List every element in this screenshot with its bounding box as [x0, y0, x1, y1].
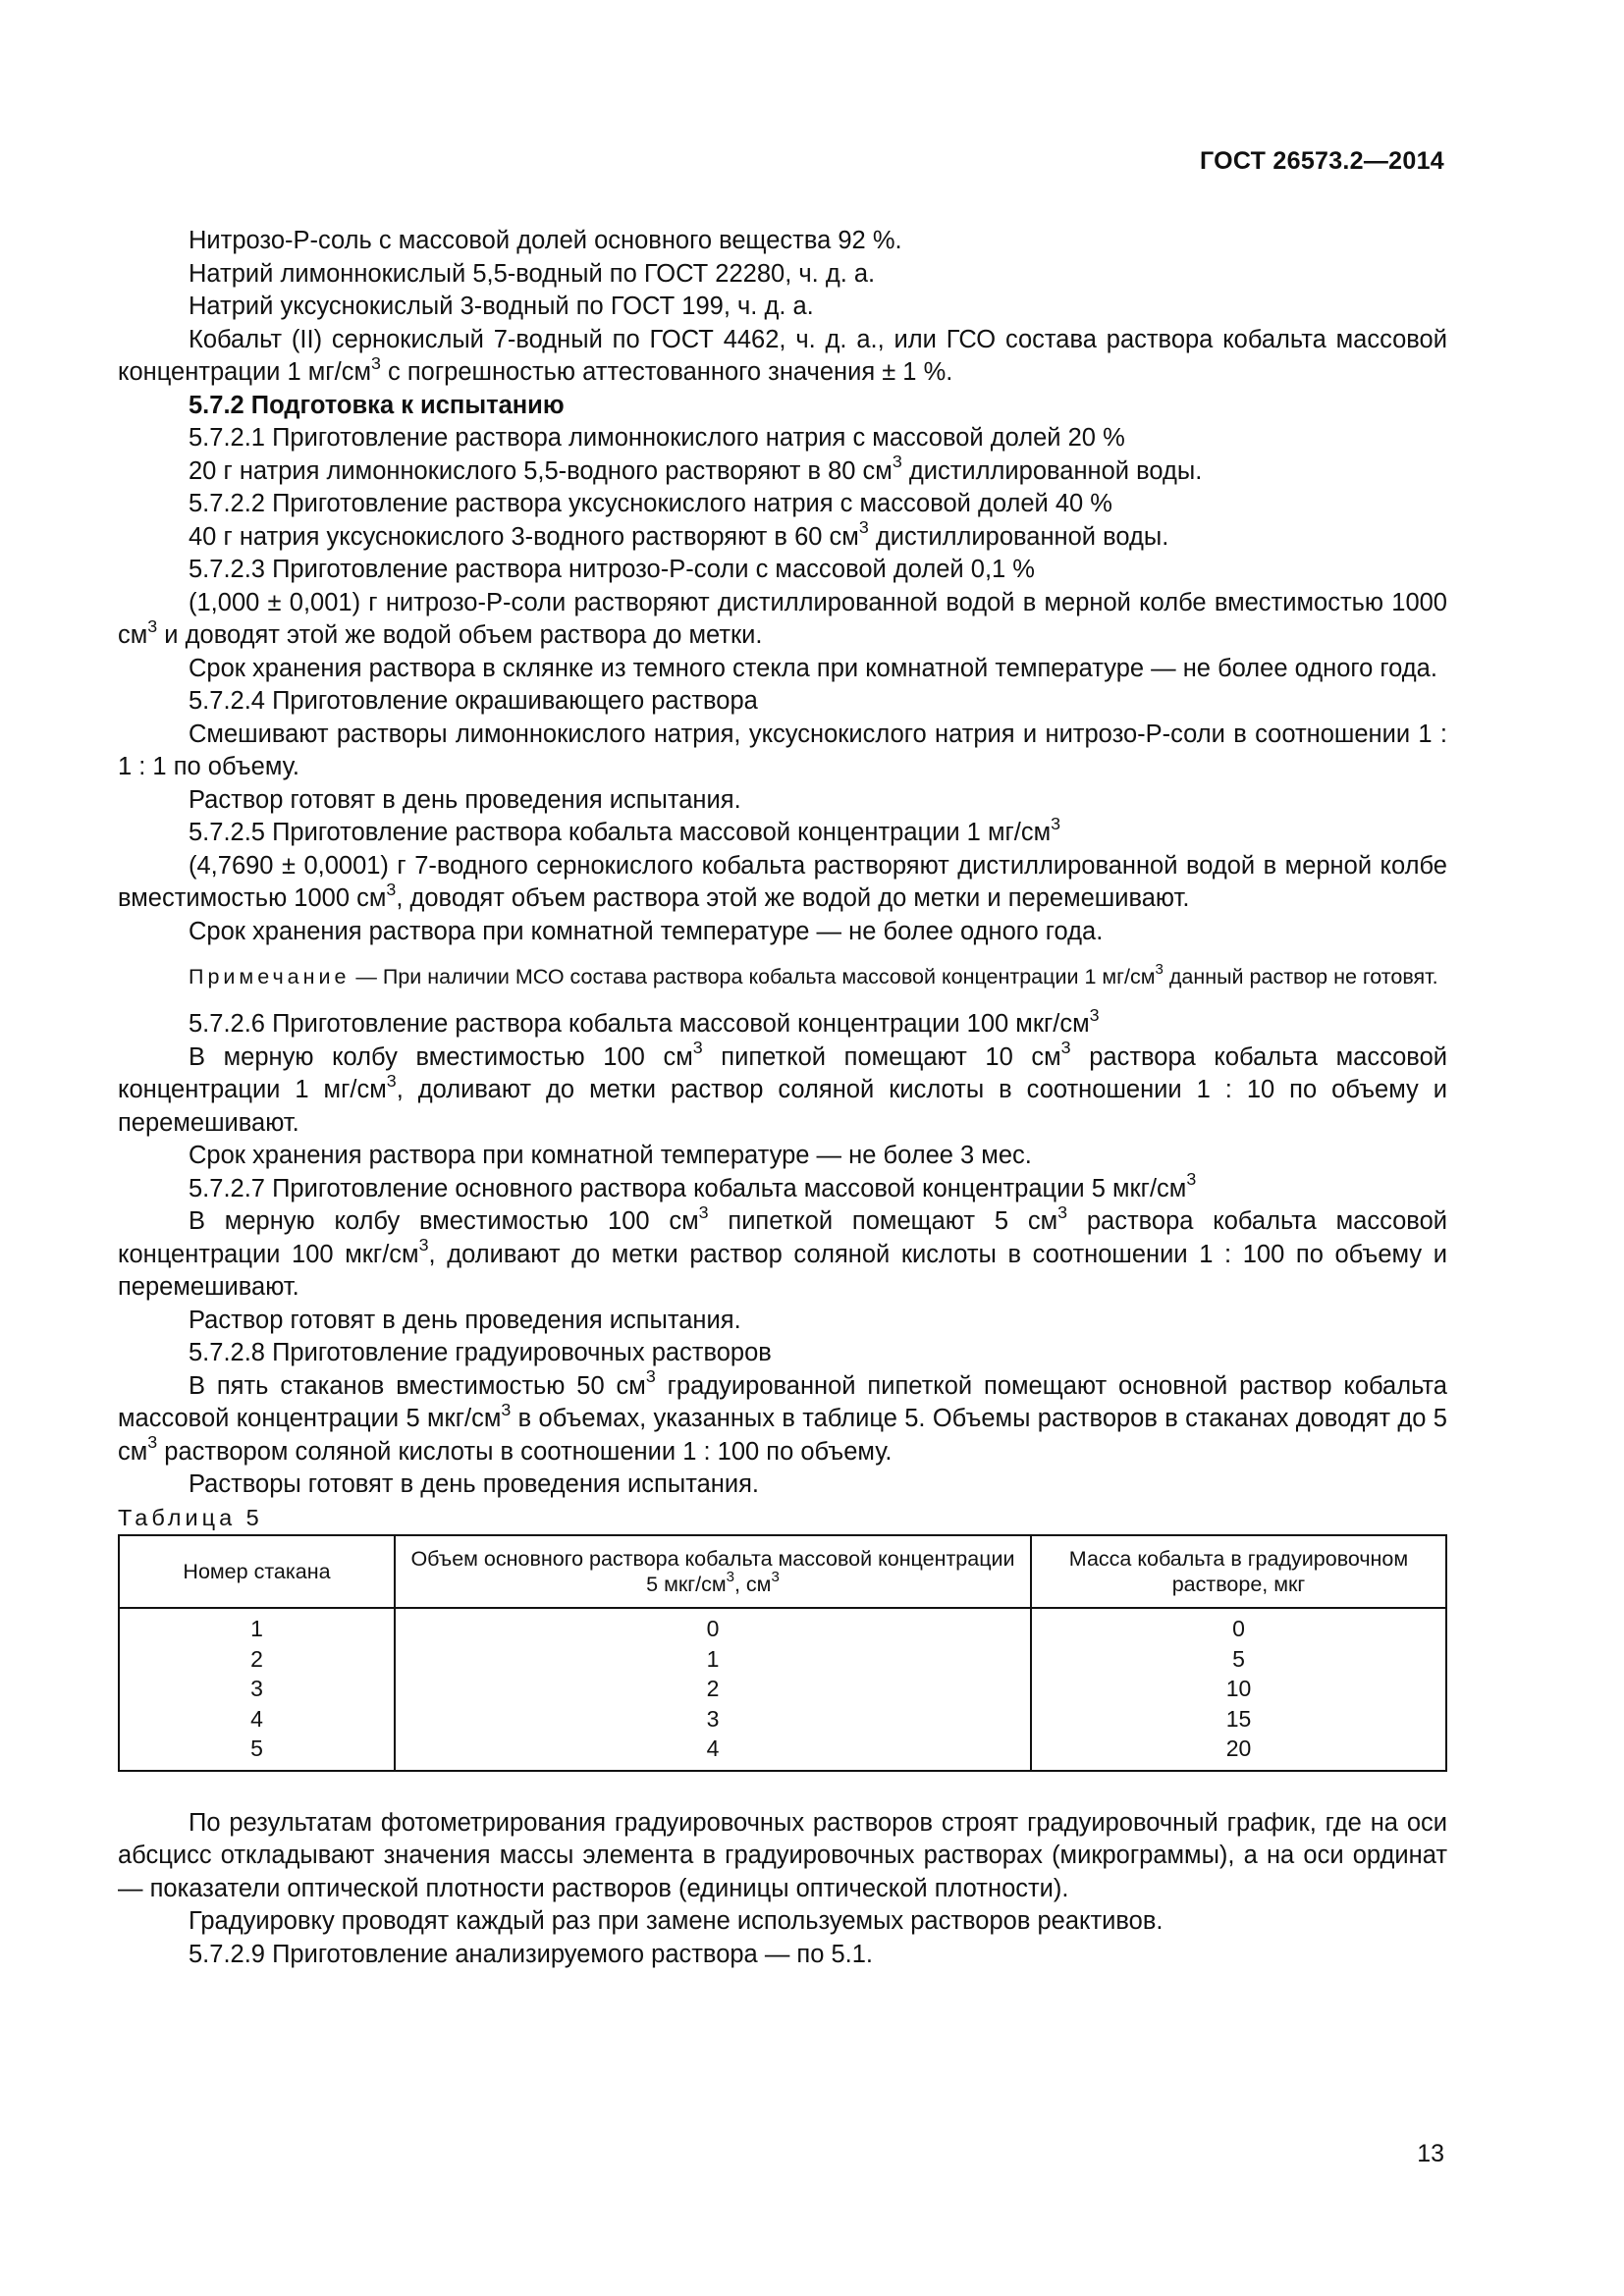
subsection-title: 5.7.2.4 Приготовление окрашивающего раствора — [189, 687, 758, 715]
subsection-title: 5.7.2.8 Приготовление градуировочных растворов — [189, 1339, 772, 1366]
subsection-title: 5.7.2.5 Приготовление раствора кобальта массовой концентрации 1 $мг/см^3$ — [189, 813, 1061, 846]
note-label: Примечание — [189, 965, 351, 988]
table-row — [119, 1734, 1446, 1771]
table-cell: 1 — [395, 1644, 1031, 1675]
calibration-table — [118, 1534, 1447, 1772]
document-body — [118, 225, 1447, 1971]
page-number: 13 — [1417, 2140, 1444, 2167]
paragraph: По результатам фотометрирования градуировочных растворов строят градуировочный график, где на оси абсцисс откладывают значения массы элемента в градуировочных растворах (микрограммы), а на оси ординат — показатели оптической плотности растворов (единицы оптической плотности). — [118, 1808, 1447, 1902]
paragraph: Натрий уксуснокислый 3-водный по ГОСТ 199, ч. д. а. — [189, 293, 814, 320]
paragraph: Натрий лимоннокислый 5,5-водный по ГОСТ 22280, ч. д. а. — [189, 259, 876, 288]
table-row — [119, 1644, 1446, 1675]
table-cell: 4 — [395, 1734, 1031, 1771]
table-header-row — [119, 1535, 1446, 1608]
subsection-title: 5.7.2.3 Приготовление раствора нитрозо-Р-соли с массовой долей 0,1 % — [189, 556, 1035, 583]
subsection-title: 5.7.2.1 Приготовление раствора лимоннокислого натрия с массовой долей 20 % — [189, 424, 1125, 452]
table-cell: 0 — [395, 1608, 1031, 1644]
paragraph: Срок хранения раствора при комнатной температуре — не более 3 мес. — [189, 1142, 1032, 1169]
note: Примечание — При наличии МСО состава раствора кобальта массовой концентрации 1 $мг/см^3$ данный раствор не готовят. — [189, 961, 1438, 988]
table-cell: 2 — [119, 1644, 395, 1675]
table-cell: 3 — [119, 1674, 395, 1704]
section-heading: 5.7.2 Подготовка к испытанию — [189, 391, 565, 419]
table-cell: 15 — [1031, 1704, 1446, 1735]
paragraph: (1,000 ± 0,001) г нитрозо-Р-соли растворяют дистиллированной водой в мерной колбе вместимостью 1000 $см^3$ и доводят этой же водой объем раствора до метки. — [118, 588, 1447, 649]
paragraph: В пять стаканов вместимостью 50 $см^3$ градуированной пипеткой помещают основной раствор кобальта массовой концентрации 5 мкг/$см^3$ в объемах, указанных в таблице 5. Объемы растворов в стаканах доводят до 5 $см^3$ раствором соляной кислоты в соотношении 1 : 100 по объему. — [118, 1366, 1447, 1466]
paragraph: Смешивают растворы лимоннокислого натрия, уксуснокислого натрия и нитрозо-Р-соли в соотношении 1 : 1 : 1 по объему. — [118, 720, 1447, 780]
paragraph: Срок хранения раствора в склянке из темного стекла при комнатной температуре — не более одного года. — [189, 654, 1437, 682]
subsection-title: 5.7.2.2 Приготовление раствора уксуснокислого натрия с массовой долей 40 % — [189, 490, 1112, 517]
paragraph: В мерную колбу вместимостью 100 $см^3$ пипеткой помещают 10 $см^3$ раствора кобальта массовой концентрации 1 $мг/см^3$, доливают до метки раствор соляной кислоты в соотношении 1 : 10 по объему и перемешивают. — [118, 1038, 1447, 1137]
table-cell: 5 — [119, 1734, 395, 1771]
table-cell: 5 — [1031, 1644, 1446, 1675]
table-cell: 10 — [1031, 1674, 1446, 1704]
document-header: ГОСТ 26573.2—2014 — [1199, 147, 1444, 175]
paragraph: Градуировку проводят каждый раз при замене используемых растворов реактивов. — [189, 1907, 1164, 1935]
paragraph: Срок хранения раствора при комнатной температуре — не более одного года. — [189, 917, 1104, 945]
subsection-title: 5.7.2.6 Приготовление раствора кобальта массовой концентрации 100 мкг/$см^3$ — [189, 1004, 1100, 1038]
column-header: Номер стакана — [119, 1535, 395, 1608]
table-row — [119, 1608, 1446, 1644]
table-cell: 20 — [1031, 1734, 1446, 1771]
table-cell: 1 — [119, 1608, 395, 1644]
paragraph: В мерную колбу вместимостью 100 $см^3$ пипеткой помещают 5 $см^3$ раствора кобальта массовой концентрации 100 мкг/$см^3$, доливают до метки раствор соляной кислоты в соотношении 1 : 100 по объему и перемешивают. — [118, 1201, 1447, 1301]
table-cell: 2 — [395, 1674, 1031, 1704]
paragraph: Нитрозо-Р-соль с массовой долей основного вещества 92 %. — [189, 227, 902, 254]
paragraph: 5.7.2.9 Приготовление анализируемого раствора — по 5.1. — [189, 1940, 874, 1968]
paragraph: 40 г натрия уксуснокислого 3-водного растворяют в 60 $см^3$ дистиллированной воды. — [189, 517, 1169, 551]
paragraph: 20 г натрия лимоннокислого 5,5-водного растворяют в 80 $см^3$ дистиллированной воды. — [189, 452, 1203, 485]
table-cell: 4 — [119, 1704, 395, 1735]
table-row — [119, 1674, 1446, 1704]
post-table-text — [118, 1807, 1447, 1972]
paragraph: (4,7690 ± 0,0001) г 7-водного сернокислого кобальта растворяют дистиллированной водой в мерной колбе вместимостью 1000 $см^3$, доводят объем раствора этой же водой до метки и перемешивают. — [118, 851, 1447, 912]
paragraph: Растворы готовят в день проведения испытания. — [189, 1470, 759, 1498]
column-header: Объем основного раствора кобальта массовой концентрации 5 мкг/$см^3$, $см^3$ — [395, 1535, 1031, 1608]
paragraph: Кобальт (II) сернокислый 7-водный по ГОСТ 4462, ч. д. а., или ГСО состава раствора кобальта массовой концентрации 1 $мг/см^3$ с погрешностью аттестованного значения ± 1 %. — [118, 325, 1447, 386]
table-caption: Таблица 5 — [118, 1504, 263, 1530]
paragraph: Раствор готовят в день проведения испытания. — [189, 785, 741, 814]
paragraph: Раствор готовят в день проведения испытания. — [189, 1306, 741, 1334]
table-cell: 3 — [395, 1704, 1031, 1735]
table-cell: 0 — [1031, 1608, 1446, 1644]
subsection-title: 5.7.2.7 Приготовление основного раствора кобальта массовой концентрации 5 мкг/$см^3$ — [189, 1169, 1197, 1202]
column-header: Масса кобальта в градуировочном растворе, мкг — [1031, 1535, 1446, 1608]
table-row — [119, 1704, 1446, 1735]
